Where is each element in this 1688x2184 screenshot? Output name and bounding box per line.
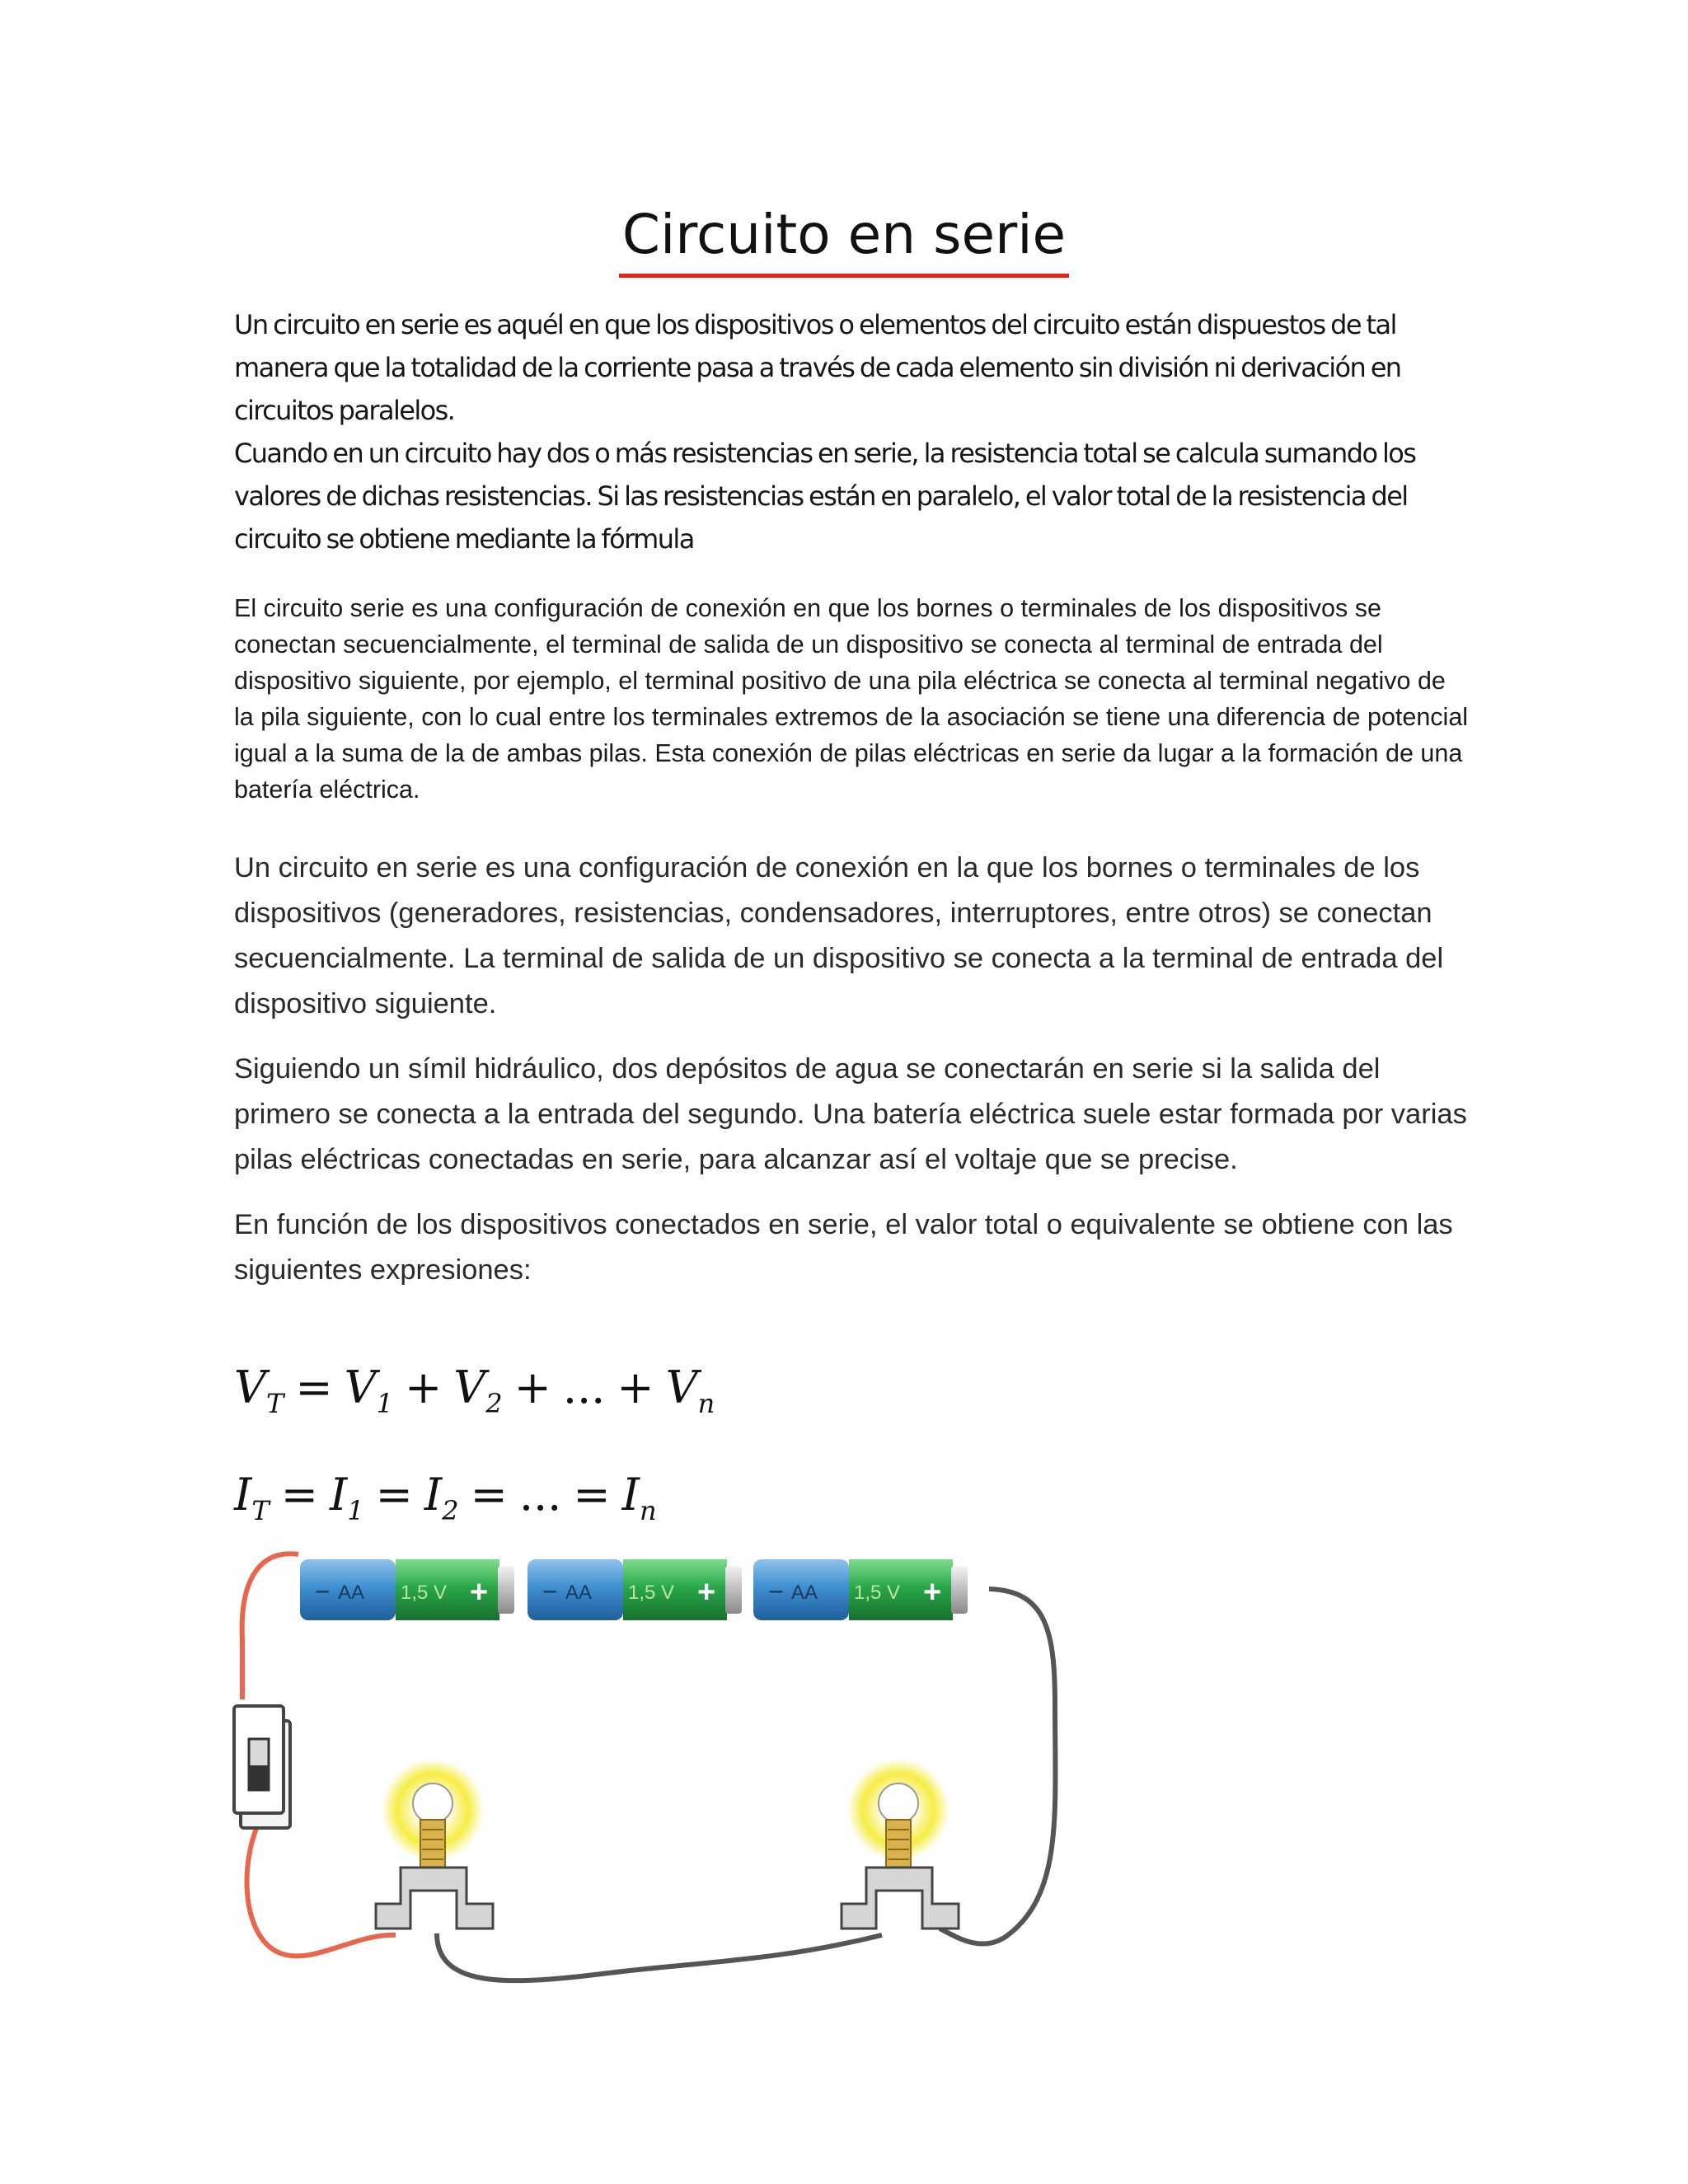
series-circuit-illustration — [231, 1541, 1104, 2003]
svg-text:AA: AA — [565, 1582, 593, 1604]
formula-voltage: $V_T = V_1 + V_2$ + ... + $V_n$ — [234, 1361, 715, 1419]
wire-gray-bottom — [437, 1933, 882, 1980]
paragraph-bornes: El circuito serie es una configuración de conexión en que los bornes o terminales de los dispositivos se conectan secuencialmente, el terminal de salida de un dispositivo se conecta al terminal de entrada del dispositivo siguiente, por ejemplo, el terminal positivo de una pila eléctrica se conecta al terminal negativo de la pila siguiente, con lo cual entre los terminales extremos de la asociación se tiene una diferencia de potencial igual a la suma de la de ambas pilas. Esta conexión de pilas eléctricas en serie da lugar a la formación de una batería eléctrica. — [234, 594, 1469, 804]
svg-text:−: − — [768, 1577, 784, 1606]
battery-icon — [528, 1559, 742, 1620]
wire-red-switch-bulb — [247, 1813, 396, 1956]
switch-icon — [234, 1706, 290, 1828]
svg-text:−: − — [315, 1577, 331, 1606]
svg-text:AA: AA — [791, 1582, 818, 1604]
svg-text:AA: AA — [338, 1582, 365, 1604]
svg-text:+: + — [470, 1575, 489, 1610]
battery-icon — [300, 1559, 514, 1620]
battery-icon — [753, 1559, 968, 1620]
svg-text:1,5 V: 1,5 V — [628, 1582, 675, 1604]
intro-section — [234, 303, 1470, 560]
svg-text:−: − — [542, 1577, 558, 1606]
paragraph-hydraulic: Siguiendo un símil hidráulico, dos depósitos de agua se conectarán en serie si la salida del primero se conecta a la entrada del segundo. Una batería eléctrica suele estar formada por varias pilas eléctricas conectadas en serie, para alcanzar así el voltaje que se precise. — [234, 1053, 1467, 1175]
svg-text:1,5 V: 1,5 V — [401, 1582, 448, 1604]
wire-red-left — [242, 1554, 298, 1699]
bulb-icon — [842, 1759, 959, 1929]
page-title-text: Circuito en serie — [619, 198, 1069, 278]
svg-text:+: + — [697, 1575, 716, 1610]
wire-gray-right — [940, 1589, 1055, 1944]
paragraph-resistances: Cuando en un circuito hay dos o más resistencias en serie, la resistencia total se calcula sumando los valores de dichas resistencias. Si las resistencias están en paralelo, el valor total de la resistencia del circuito se obtiene mediante la fórmula — [234, 438, 1416, 555]
paragraph-definition: Un circuito en serie es aquél en que los dispositivos o elementos del circuito están dispuestos de tal manera que la totalidad de la corriente pasa a través de cada elemento sin división ni derivación en circuitos paralelos. — [234, 309, 1401, 426]
bulb-icon — [376, 1759, 493, 1929]
svg-text:1,5 V: 1,5 V — [854, 1582, 901, 1604]
paragraph-configuration: Un circuito en serie es una configuración de conexión en la que los bornes o terminales de los dispositivos (generadores, resistencias, condensadores, interruptores, entre otros) se conectan secuencialmente. La terminal de salida de un dispositivo se conecta a la terminal de entrada del dispositivo siguiente. — [234, 852, 1444, 1019]
formula-current: $I_T = I_1 = I_2$ = ... = $I_n$ — [234, 1469, 657, 1526]
explanation-section — [234, 846, 1470, 1313]
svg-text:+: + — [923, 1575, 942, 1610]
paragraph-expressions: En función de los dispositivos conectados en serie, el valor total o equivalente se obtiene con las siguientes expresiones: — [234, 1209, 1453, 1286]
page-title — [0, 198, 1688, 278]
